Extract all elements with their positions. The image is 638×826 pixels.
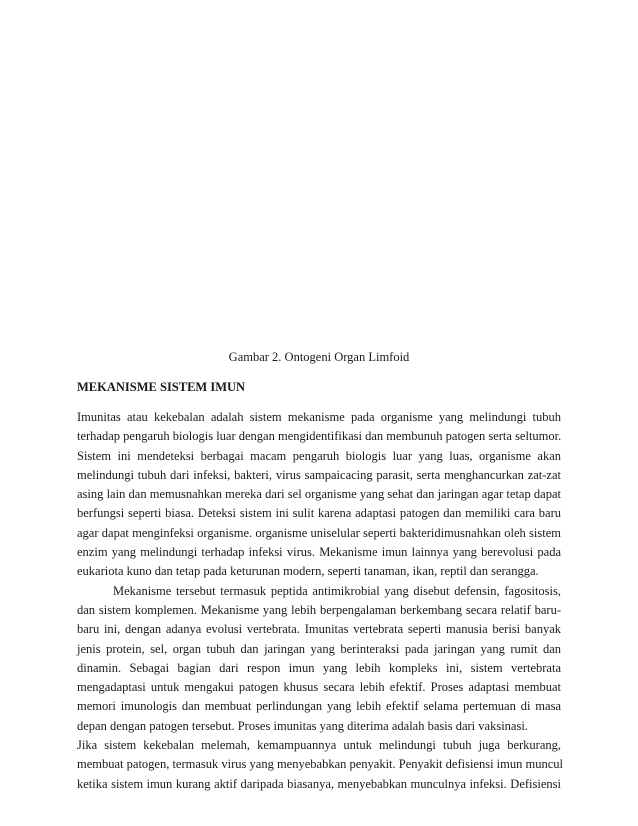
text-line: Sistem ini mendeteksi berbagai macam pengaruh biologis luar yang luas, organisme akan [77, 448, 561, 463]
text-line: enzim yang melindungi terhadap infeksi virus. Mekanisme imun lainnya yang berevolusi pada [77, 545, 561, 560]
text-line: jenis protein, sel, organ tubuh dan jaringan yang berinteraksi pada jaringan yang rumit dan [77, 641, 561, 656]
body-text [77, 408, 561, 794]
text-line: agar dapat menginfeksi organisme. organisme uniselular seperti bakteridimusnahkan oleh sistem [77, 525, 561, 540]
text-line: baru ini, dengan adanya evolusi vertebrata. Imunitas vertebrata seperti manusia berisi banyak [77, 622, 561, 637]
text-line: depan dengan patogen tersebut. Proses imunitas yang diterima adalah basis dari vaksinasi. [77, 718, 528, 733]
text-line: berfungsi seperti biasa. Deteksi sistem ini sulit karena adaptasi patogen dan memiliki cara baru [77, 506, 561, 521]
text-line: asing lain dan memusnahkan mereka dari sel organisme yang sehat dan jaringan agar tetap dapat [77, 487, 561, 502]
text-line: Jika sistem kekebalan melemah, kemampuannya untuk melindungi tubuh juga berkurang, [77, 738, 561, 753]
text-line: membuat patogen, termasuk virus yang menyebabkan penyakit. Penyakit defisiensi imun muncul [77, 757, 563, 772]
text-line: Mekanisme tersebut termasuk peptida antimikrobial yang disebut defensin, fagositosis, [113, 583, 561, 598]
text-line: dan sistem komplemen. Mekanisme yang lebih berpengalaman berkembang secara relatif baru- [77, 602, 561, 617]
text-line: Imunitas atau kekebalan adalah sistem mekanisme pada organisme yang melindungi tubuh [77, 410, 561, 424]
text-line: terhadap pengaruh biologis luar dengan mengidentifikasi dan membunuh patogen serta seltumor. [77, 429, 562, 444]
text-line: eukariota kuno dan tetap pada keturunan modern, seperti tanaman, ikan, reptil dan serangga. [77, 564, 539, 579]
text-line: ketika sistem imun kurang aktif daripada biasanya, menyebabkan munculnya infeksi. Defisiensi [77, 776, 561, 791]
text-line: melindungi tubuh dari infeksi, bakteri, virus sampaicacing parasit, serta menghancurkan zat-zat [77, 467, 561, 482]
figure-caption: Gambar 2. Ontogeni Organ Limfoid [228, 350, 410, 364]
text-line: dinamin. Sebagai bagian dari respon imun yang lebih kompleks ini, sistem vertebrata [77, 660, 561, 675]
section-heading: MEKANISME SISTEM IMUN [77, 380, 246, 394]
figure-image-area [77, 10, 561, 340]
text-line: memori imunologis dan membuat perlindungan yang lebih efektif selama pertemuan di masa [77, 699, 561, 714]
text-line: mengadaptasi untuk mengakui patogen khusus secara lebih efektif. Proses adaptasi membuat [77, 680, 561, 695]
